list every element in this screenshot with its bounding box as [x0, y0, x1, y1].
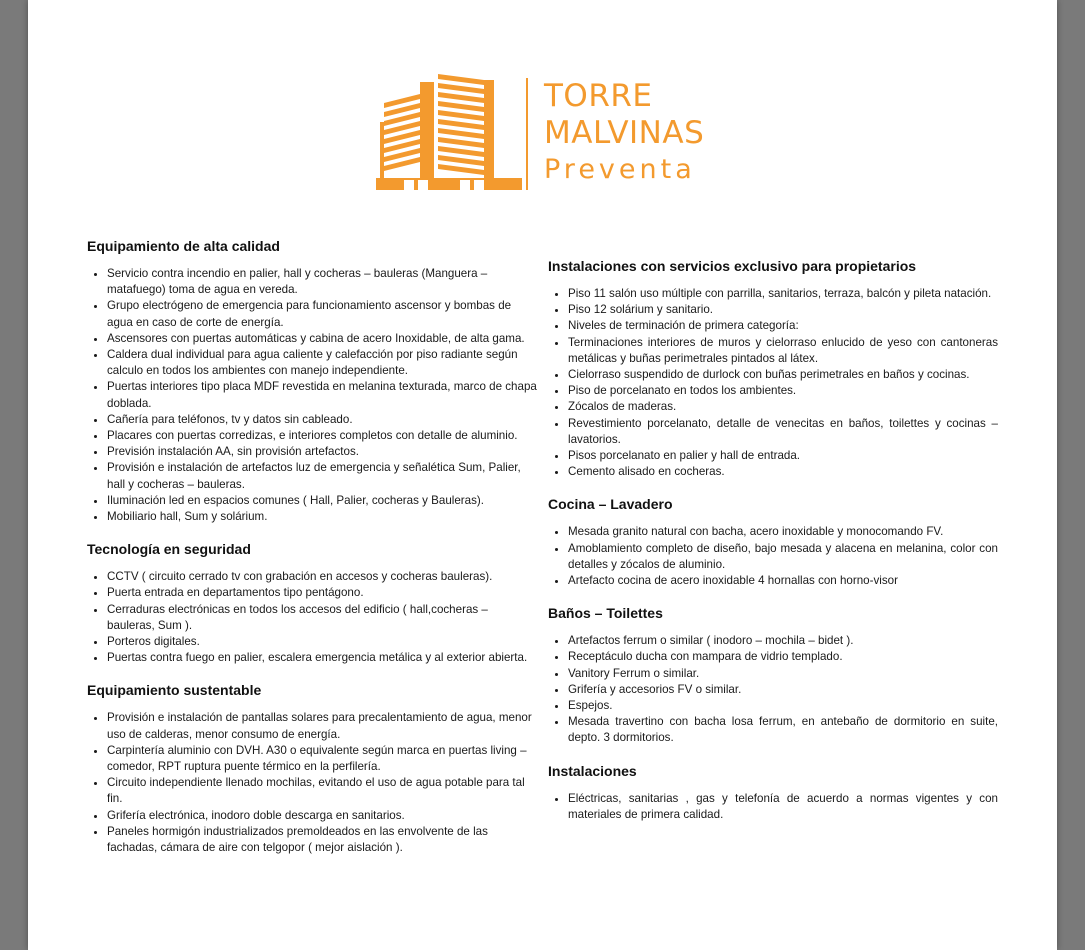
list-item: • Caldera dual individual para agua caliente y calefacción por piso radiante según calculo en todos los ambientes con manejo independiente.: [107, 347, 537, 379]
buildings-logo-icon: [374, 66, 524, 196]
item-list: [548, 791, 998, 823]
list-item: • Circuito independiente llenado mochilas, evitando el uso de agua potable para tal fin.: [107, 775, 537, 807]
brand-text: [544, 78, 704, 188]
section-equipamiento-alta-calidad: [87, 236, 537, 525]
section-title: Instalaciones con servicios exclusivo para propietarios: [548, 258, 917, 274]
list-item: • Provisión e instalación de artefactos luz de emergencia y señalética Sum, Palier, hall y cocheras – bauleras.: [107, 460, 537, 492]
list-item: • Carpintería aluminio con DVH. A30 o equivalente según marca en puertas living – comedor, RPT ruptura puente térmico en la perfilería.: [107, 743, 537, 775]
list-item: • Puertas contra fuego en palier, escalera emergencia metálica y al exterior abierta.: [107, 650, 537, 666]
list-item: • Terminaciones interiores de muros y cielorraso enlucido de yeso con cantoneras metálicas y buñas perimetrales pintados al látex.: [568, 335, 998, 367]
list-item: • Mobiliario hall, Sum y solárium.: [107, 509, 537, 525]
section-cocina-lavadero: [548, 494, 998, 589]
item-list: [548, 524, 998, 589]
brand-logo: [374, 66, 724, 196]
list-item: • Paneles hormigón industrializados premoldeados en las envolvente de las fachadas, cámara de aire con telgopor ( mejor aislación ).: [107, 824, 537, 856]
list-item: • Eléctricas, sanitarias , gas y telefonía de acuerdo a normas vigentes y con materiales de primera calidad.: [568, 791, 998, 823]
list-item: • Grupo electrógeno de emergencia para funcionamiento ascensor y bombas de agua en caso de corte de energía.: [107, 298, 537, 330]
logo-divider: [526, 78, 528, 190]
list-item: • Vanitory Ferrum o similar.: [568, 666, 998, 682]
list-item: • Niveles de terminación de primera categoría:: [568, 318, 998, 334]
list-item: • Porteros digitales.: [107, 634, 537, 650]
list-item: • Puerta entrada en departamentos tipo pentágono.: [107, 585, 537, 601]
list-item: • Artefactos ferrum o similar ( inodoro – mochila – bidet ).: [568, 633, 998, 649]
section-title: Baños – Toilettes: [548, 605, 663, 622]
section-instalaciones-propietarios: [548, 256, 998, 480]
list-item: • Mesada granito natural con bacha, acero inoxidable y monocomando FV.: [568, 524, 998, 540]
list-item: • Piso 12 solárium y sanitario.: [568, 302, 998, 318]
section-title: Equipamiento de alta calidad: [87, 238, 280, 254]
section-title: Instalaciones: [548, 762, 637, 779]
list-item: • Grifería electrónica, inodoro doble descarga en sanitarios.: [107, 808, 537, 824]
brand-tagline: Preventa: [544, 154, 696, 185]
section-tecnologia-seguridad: [87, 539, 537, 666]
list-item: • Pisos porcelanato en palier y hall de entrada.: [568, 448, 998, 464]
right-building-stripes: [438, 74, 484, 175]
section-equipamiento-sustentable: [87, 680, 537, 856]
left-column: [87, 236, 537, 870]
list-item: • Cerraduras electrónicas en todos los accesos del edificio ( hall,cocheras – bauleras, Sum ).: [107, 602, 537, 634]
list-item: • Cañería para teléfonos, tv y datos sin cableado.: [107, 412, 537, 428]
section-title: Tecnología en seguridad: [87, 541, 251, 558]
list-item: • Cielorraso suspendido de durlock con buñas perimetrales en baños y cocinas.: [568, 367, 998, 383]
list-item: • Receptáculo ducha con mampara de vidrio templado.: [568, 649, 998, 665]
section-banos-toilettes: [548, 603, 998, 746]
list-item: • Cemento alisado en cocheras.: [568, 464, 998, 480]
list-item: • Servicio contra incendio en palier, hall y cocheras – bauleras (Manguera – matafuego) toma de agua en vereda.: [107, 266, 537, 298]
list-item: • Puertas interiores tipo placa MDF revestida en melanina texturada, marco de chapa doblada.: [107, 379, 537, 411]
section-title: Equipamiento sustentable: [87, 682, 262, 699]
list-item: • Ascensores con puertas automáticas y cabina de acero Inoxidable, de alta gama.: [107, 331, 537, 347]
section-title: Cocina – Lavadero: [548, 496, 673, 513]
brand-name-line1: TORRE: [544, 78, 653, 114]
section-instalaciones: [548, 761, 998, 823]
document-page: [28, 0, 1057, 950]
right-column: [548, 256, 998, 837]
list-item: • Provisión e instalación de pantallas solares para precalentamiento de agua, menor uso de calderas, menor consumo de energía.: [107, 710, 537, 742]
brand-name-line2: MALVINAS: [544, 115, 705, 151]
item-list: [548, 286, 998, 480]
item-list: [87, 266, 537, 525]
list-item: • Piso 11 salón uso múltiple con parrilla, sanitarios, terraza, balcón y pileta natación.: [568, 286, 998, 302]
list-item: • Zócalos de maderas.: [568, 399, 998, 415]
list-item: • Piso de porcelanato en todos los ambientes.: [568, 383, 998, 399]
list-item: • Artefacto cocina de acero inoxidable 4 hornallas con horno-visor: [568, 573, 998, 589]
list-item: • Mesada travertino con bacha losa ferrum, en antebaño de dormitorio en suite, depto. 3 dormitorios.: [568, 714, 998, 746]
list-item: • Placares con puertas corredizas, e interiores completos con detalle de aluminio.: [107, 428, 537, 444]
list-item: • Previsión instalación AA, sin provisión artefactos.: [107, 444, 537, 460]
list-item: • Espejos.: [568, 698, 998, 714]
item-list: [87, 569, 537, 666]
list-item: • CCTV ( circuito cerrado tv con grabación en accesos y cocheras bauleras).: [107, 569, 537, 585]
list-item: • Revestimiento porcelanato, detalle de venecitas en baños, toilettes y cocinas – lavatorios.: [568, 416, 998, 448]
list-item: • Grifería y accesorios FV o similar.: [568, 682, 998, 698]
item-list: [548, 633, 998, 746]
item-list: [87, 710, 537, 856]
list-item: • Amoblamiento completo de diseño, bajo mesada y alacena en melanina, color con detalles y zócalos de aluminio.: [568, 541, 998, 573]
list-item: • Iluminación led en espacios comunes ( Hall, Palier, cocheras y Bauleras).: [107, 493, 537, 509]
